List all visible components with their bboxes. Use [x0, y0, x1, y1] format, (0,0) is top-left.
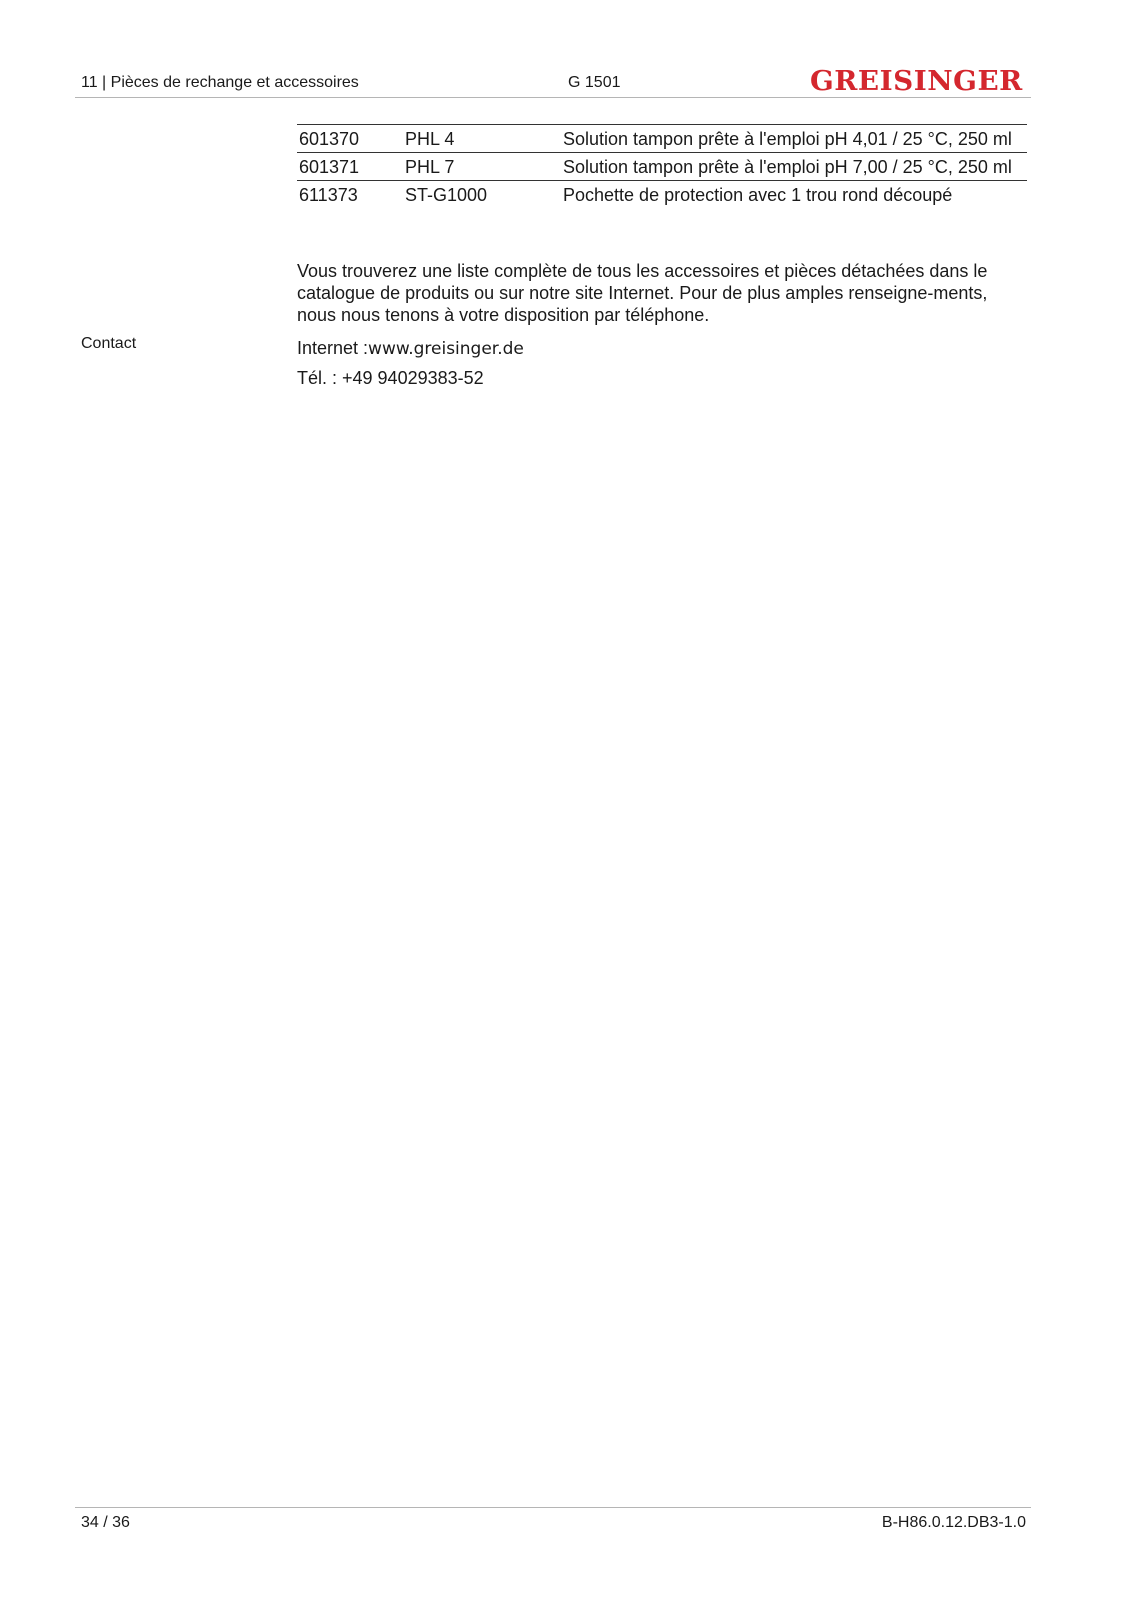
part-number: 601370	[297, 125, 403, 153]
part-number: 601371	[297, 153, 403, 181]
part-code: ST-G1000	[403, 181, 561, 211]
accessories-note: Vous trouverez une liste complète de tous les accessoires et pièces détachées dans le catalogue de produits ou sur notre site Internet. Pour de plus amples renseigne-ments, nous nous tenons à votre disposition par téléphone.	[297, 261, 988, 325]
header-divider	[75, 97, 1031, 98]
header-model-name: G 1501	[568, 74, 621, 91]
part-description: Pochette de protection avec 1 trou rond découpé	[561, 181, 1027, 211]
footer-divider	[75, 1507, 1031, 1508]
part-code: PHL 4	[403, 125, 561, 153]
greisinger-logo: GREISINGER	[810, 66, 1023, 97]
contact-label: Contact	[81, 335, 137, 352]
document-id: B-H86.0.12.DB3-1.0	[881, 1514, 1026, 1531]
table-row	[297, 181, 1027, 211]
parts-table	[297, 124, 1027, 210]
table-row	[297, 153, 1027, 181]
part-description: Solution tampon prête à l'emploi pH 4,01 / 25 °C, 250 ml	[561, 125, 1027, 153]
page-number: 34 / 36	[81, 1514, 130, 1531]
header-chapter-title: 11 | Pièces de rechange et accessoires	[81, 74, 359, 91]
part-description: Solution tampon prête à l'emploi pH 7,00 / 25 °C, 250 ml	[561, 153, 1027, 181]
part-number: 611373	[297, 181, 403, 211]
table-row	[297, 125, 1027, 153]
contact-phone: Tél. : +49 94029383-52	[297, 368, 484, 388]
contact-internet	[297, 338, 524, 359]
internet-label: Internet :	[297, 338, 369, 358]
part-code: PHL 7	[403, 153, 561, 181]
website-link[interactable]: www.greisinger.de	[368, 339, 524, 359]
